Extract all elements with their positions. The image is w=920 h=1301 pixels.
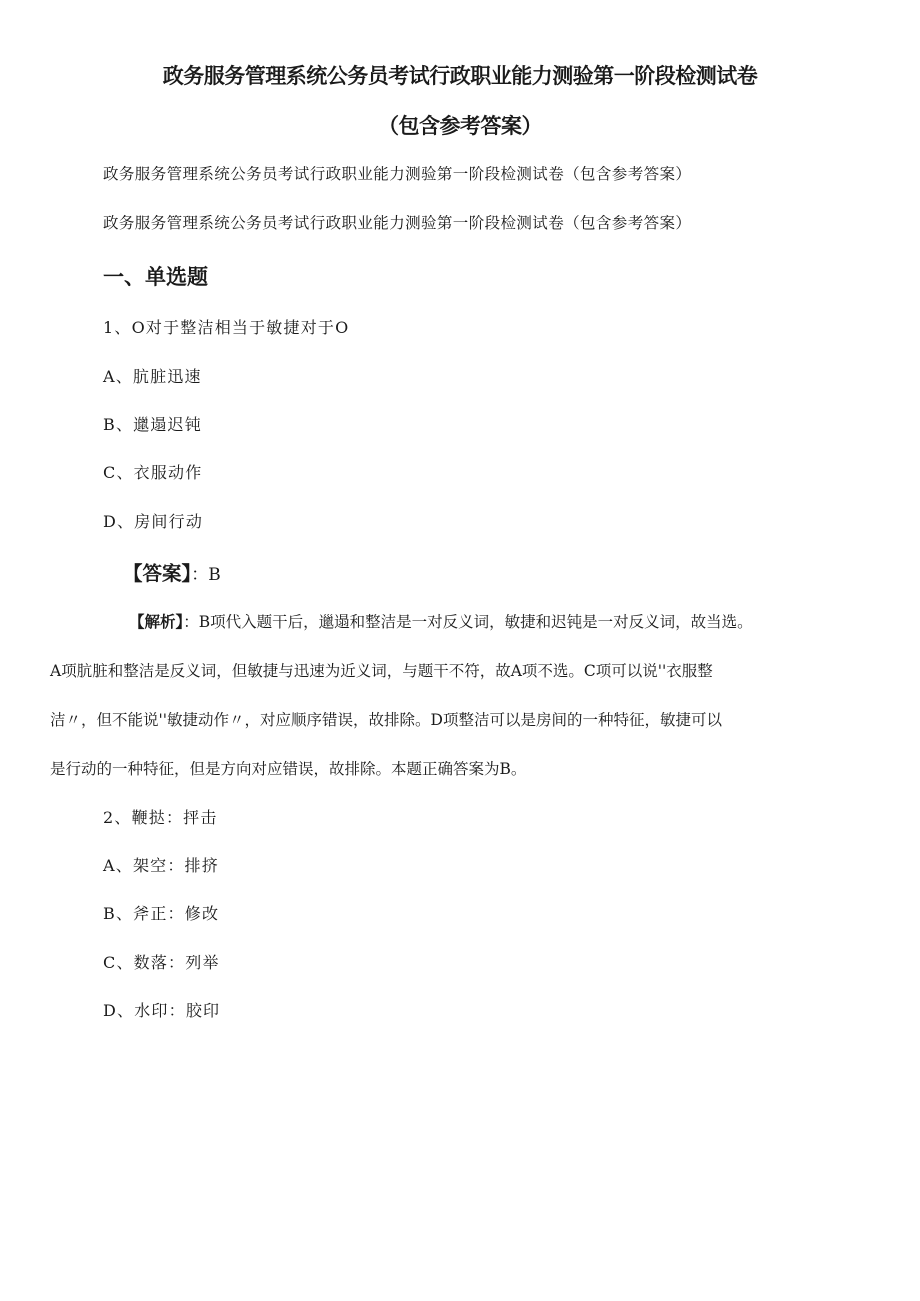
option-b: B、斧正：修改 <box>103 904 220 923</box>
subtitle-line: 政务服务管理系统公务员考试行政职业能力测验第一阶段检测试卷（包含参考答案） <box>103 214 692 232</box>
document-title-suffix: （包含参考答案） <box>378 114 542 138</box>
option-a: A、架空：排挤 <box>103 856 219 875</box>
question-stem: 1、O对于整洁相当于敏捷对于O <box>103 318 350 337</box>
subtitle-line: 政务服务管理系统公务员考试行政职业能力测验第一阶段检测试卷（包含参考答案） <box>103 165 692 183</box>
answer-value: ：B <box>191 565 221 585</box>
analysis-line: 是行动的一种特征，但是方向对应错误，故排除。本题正确答案为B。 <box>50 760 527 778</box>
section-heading: 一、单选题 <box>103 265 208 289</box>
analysis-line: 洁〃，但不能说''敏捷动作〃，对应顺序错误，故排除。D项整洁可以是房间的一种特征，敏捷可以 <box>50 711 722 729</box>
question-stem: 2、鞭挞：抨击 <box>103 808 218 827</box>
option-b: B、邋遢迟钝 <box>103 415 202 434</box>
analysis-text: ：B项代入题干后，邋遢和整洁是一对反义词，敏捷和迟钝是一对反义词，故当选。 <box>183 613 753 631</box>
analysis-label: 【解析】 <box>129 613 184 631</box>
answer-label: 【答案】 <box>123 562 192 585</box>
document-title: 政务服务管理系统公务员考试行政职业能力测验第一阶段检测试卷 <box>162 64 758 88</box>
option-a: A、肮脏迅速 <box>103 367 202 386</box>
analysis-line: A项肮脏和整洁是反义词，但敏捷与迅速为近义词，与题干不符，故A项不选。C项可以说''衣服整 <box>50 662 713 680</box>
option-d: D、水印：胶印 <box>103 1001 221 1020</box>
answer-line <box>123 558 221 586</box>
option-d: D、房间行动 <box>103 512 204 531</box>
option-c: C、数落：列举 <box>103 953 220 972</box>
option-c: C、衣服动作 <box>103 463 203 482</box>
analysis-line <box>129 610 920 632</box>
